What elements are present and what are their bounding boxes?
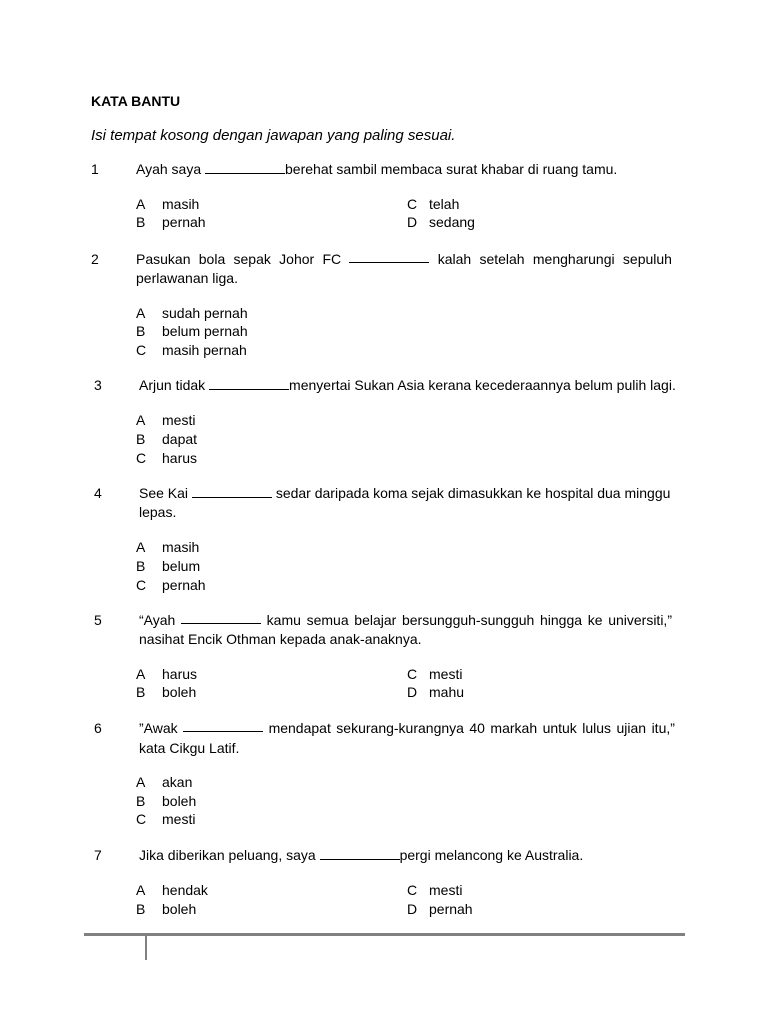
- option-text: belum: [162, 558, 201, 574]
- option-letter: A: [136, 774, 146, 790]
- option[interactable]: [136, 901, 196, 917]
- option[interactable]: [136, 811, 195, 827]
- option-letter: C: [136, 811, 147, 827]
- option-letter: A: [136, 412, 146, 428]
- footer-tick: [145, 936, 147, 960]
- question-text-part: menyertai Sukan Asia kerana kecederaannya belum pulih lagi.: [289, 377, 676, 393]
- question-number: 3: [94, 377, 102, 393]
- question-text: [139, 847, 583, 863]
- option[interactable]: [136, 412, 195, 428]
- question-text: [139, 612, 672, 628]
- option-letter: A: [136, 666, 146, 682]
- question-number: 5: [94, 612, 102, 628]
- option-text: akan: [162, 774, 193, 790]
- option-letter: B: [136, 684, 146, 700]
- option-text: pernah: [162, 577, 206, 593]
- option-letter: B: [136, 793, 146, 809]
- word: ke: [587, 612, 603, 628]
- option[interactable]: [136, 577, 206, 593]
- option[interactable]: [136, 214, 206, 230]
- option-letter: D: [407, 684, 418, 700]
- option-letter: B: [136, 214, 146, 230]
- question-text-part: Arjun tidak: [139, 377, 210, 393]
- question-text-part: berehat sambil membaca surat khabar di ruang tamu.: [285, 161, 618, 177]
- question-text: [139, 485, 670, 501]
- answer-blank: [320, 848, 400, 860]
- option-text: boleh: [162, 793, 197, 809]
- option-letter: B: [136, 323, 146, 339]
- question-text-line2: kata Cikgu Latif.: [139, 740, 240, 756]
- option-letter: B: [136, 431, 146, 447]
- word: sepuluh: [622, 251, 672, 267]
- option[interactable]: [136, 793, 196, 809]
- option-letter: A: [136, 305, 146, 321]
- option-text: dapat: [162, 431, 198, 447]
- answer-blank: [181, 612, 261, 624]
- word: sepak: [233, 251, 271, 267]
- option-text: telah: [429, 196, 460, 212]
- word: FC: [322, 251, 342, 267]
- answer-blank: [192, 486, 272, 498]
- option-letter: B: [136, 558, 146, 574]
- question-text: [136, 161, 617, 177]
- question-text: [139, 720, 675, 736]
- question-text-part: See Kai: [139, 485, 192, 501]
- question-number: 6: [94, 720, 102, 736]
- word: lulus: [582, 720, 612, 736]
- word: kamu: [266, 612, 301, 628]
- option[interactable]: [136, 774, 192, 790]
- word: universiti,”: [608, 612, 672, 628]
- option-text: masih: [162, 539, 200, 555]
- option[interactable]: [407, 882, 462, 898]
- option-letter: D: [407, 214, 418, 230]
- answer-blank: [205, 162, 285, 174]
- option-text: belum pernah: [162, 323, 248, 339]
- option-text: mesti: [429, 882, 463, 898]
- option-letter: C: [407, 196, 418, 212]
- word: ”Awak: [139, 720, 178, 736]
- word: sekurang-kurangnya: [336, 720, 464, 736]
- option-text: hendak: [162, 882, 208, 898]
- option-text: masih pernah: [162, 342, 247, 358]
- option[interactable]: [136, 196, 199, 212]
- option-text: mesti: [162, 412, 196, 428]
- word: setelah: [479, 251, 525, 267]
- option-text: sudah pernah: [162, 305, 248, 321]
- question-number: 1: [91, 161, 99, 177]
- question-number: 4: [94, 485, 102, 501]
- word: bersungguh-sungguh: [401, 612, 535, 628]
- footer-divider: [84, 933, 685, 936]
- option-letter: C: [407, 666, 418, 682]
- question-text-part: pergi melancong ke Australia.: [399, 847, 584, 863]
- word: Johor: [279, 251, 315, 267]
- word: Pasukan: [136, 251, 191, 267]
- option[interactable]: [136, 431, 197, 447]
- option[interactable]: [136, 558, 200, 574]
- option[interactable]: [407, 196, 459, 212]
- option-letter: A: [136, 539, 146, 555]
- answer-blank: [349, 251, 429, 263]
- question-number: 7: [94, 847, 102, 863]
- option[interactable]: [407, 666, 462, 682]
- word: markah: [490, 720, 538, 736]
- option[interactable]: [136, 539, 199, 555]
- option-text: mesti: [162, 811, 196, 827]
- word: “Ayah: [139, 612, 176, 628]
- option[interactable]: [136, 684, 196, 700]
- instruction: Isi tempat kosong dengan jawapan yang paling sesuai.: [91, 127, 456, 144]
- option-text: mahu: [429, 684, 465, 700]
- question-text-line2: lepas.: [139, 504, 177, 520]
- answer-blank: [183, 720, 263, 732]
- option[interactable]: [136, 342, 247, 358]
- word: untuk: [542, 720, 577, 736]
- word: belajar: [354, 612, 397, 628]
- option-text: harus: [162, 450, 198, 466]
- option-letter: C: [136, 450, 147, 466]
- word: itu,”: [651, 720, 675, 736]
- page-title: KATA BANTU: [91, 93, 181, 109]
- question-text-part: Ayah saya: [136, 161, 206, 177]
- word: mengharungi: [532, 251, 615, 267]
- option[interactable]: [407, 901, 473, 917]
- option-text: mesti: [429, 666, 463, 682]
- option[interactable]: [136, 323, 248, 339]
- word: bola: [198, 251, 226, 267]
- option[interactable]: [407, 214, 475, 230]
- option-letter: C: [407, 882, 418, 898]
- question-text-part: sedar daripada koma sejak dimasukkan ke hospital dua minggu: [271, 485, 671, 501]
- option-text: pernah: [162, 214, 206, 230]
- option-text: harus: [162, 666, 198, 682]
- option[interactable]: [136, 450, 197, 466]
- word: semua: [306, 612, 349, 628]
- word: hingga: [540, 612, 583, 628]
- option-text: boleh: [162, 684, 197, 700]
- option-text: masih: [162, 196, 200, 212]
- option-letter: B: [136, 901, 146, 917]
- question-text-line2: nasihat Encik Othman kepada anak-anaknya.: [139, 631, 422, 647]
- question-number: 2: [91, 251, 99, 267]
- option-letter: C: [136, 577, 147, 593]
- answer-blank: [209, 378, 289, 390]
- option-text: sedang: [429, 214, 475, 230]
- option-letter: A: [136, 882, 146, 898]
- option[interactable]: [136, 882, 208, 898]
- option[interactable]: [407, 684, 464, 700]
- option[interactable]: [136, 666, 197, 682]
- option-letter: C: [136, 342, 147, 358]
- option[interactable]: [136, 305, 248, 321]
- question-text: [136, 251, 672, 267]
- word: mendapat: [268, 720, 331, 736]
- option-text: boleh: [162, 901, 197, 917]
- word: 40: [469, 720, 485, 736]
- question-text-part: Jika diberikan peluang, saya: [139, 847, 320, 863]
- word: kalah: [437, 251, 472, 267]
- word: ujian: [616, 720, 647, 736]
- option-letter: D: [407, 901, 418, 917]
- question-text: [139, 377, 676, 393]
- option-text: pernah: [429, 901, 473, 917]
- option-letter: A: [136, 196, 146, 212]
- question-text-line2: perlawanan liga.: [136, 270, 238, 286]
